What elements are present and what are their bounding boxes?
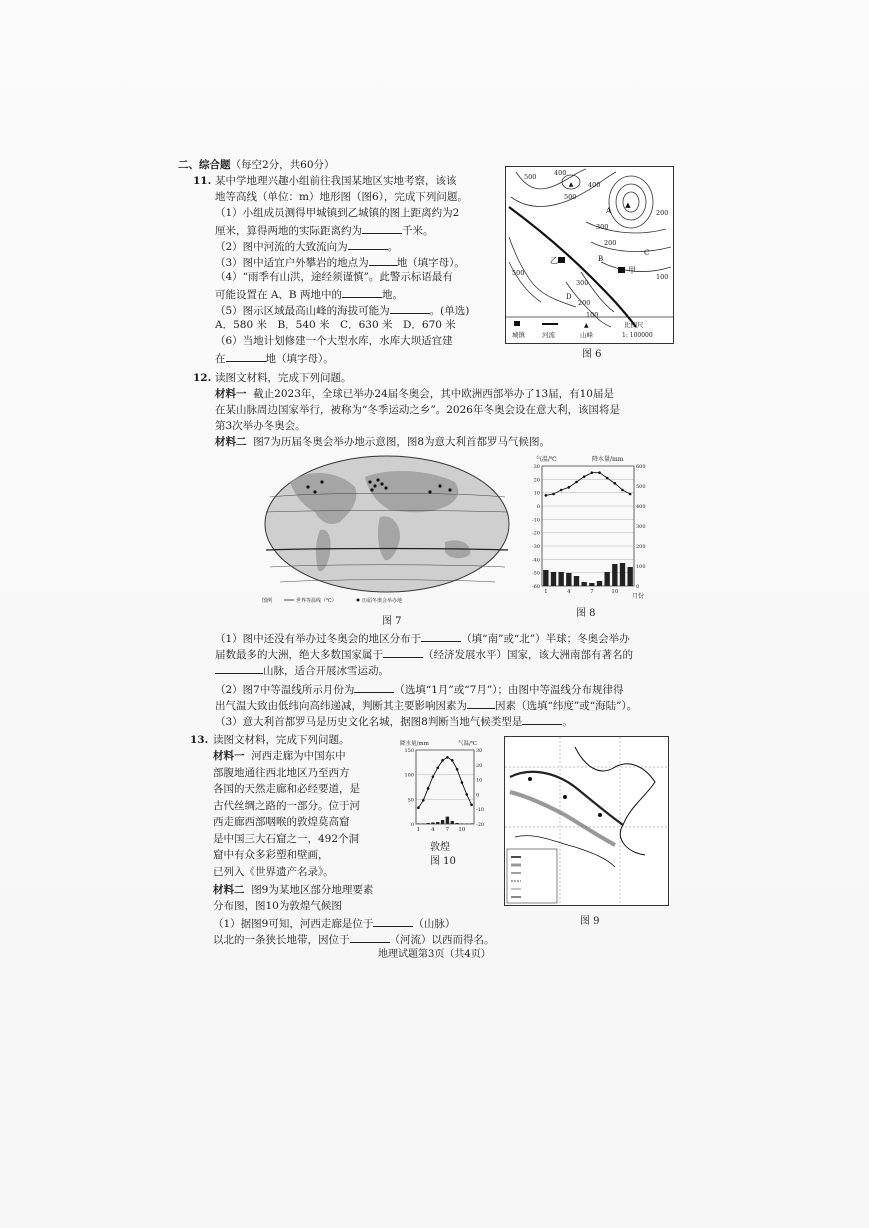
q12-sub1-a: （1）图中还没有举办过冬奥会的地区分布于 （填“南”或“北”）半球；冬奥会举办 [215, 630, 630, 646]
precip-bar [612, 564, 617, 586]
q11-intro-1: 某中学地理兴趣小组前往我国某地区实地考察，该该 [215, 175, 457, 187]
contour-label: 500 [512, 269, 525, 277]
x-tick-label: 10 [611, 589, 619, 595]
q11-sub1-a: （1）小组成员测得甲城镇到乙城镇的图上距离约为2 [215, 207, 460, 219]
y-tick-label: -30 [531, 544, 540, 550]
precip-bar [604, 572, 609, 586]
q13-intro: 读图文材料，完成下列问题。 [213, 734, 350, 746]
q12-sub2-a: （2）图7中等温线所示月份为 （选填“1月”或“7月”）；由图中等温线分布规律得 [215, 681, 623, 697]
y-tick-label: -40 [531, 557, 540, 564]
temperature-point [598, 471, 601, 474]
temperature-point [552, 493, 555, 496]
peak-icon: ▲ [568, 181, 574, 188]
contour-label: 200 [604, 239, 617, 247]
y2-tick-label: 500 [636, 484, 646, 490]
answer-blank[interactable] [350, 931, 390, 943]
contour-label: 400 [554, 169, 567, 177]
contour-label: 200 [578, 299, 591, 307]
peak-icon: ▲ [584, 322, 589, 329]
figure-7-caption: 图 7 [382, 616, 402, 627]
y-tick-label: 0 [410, 822, 414, 828]
figure-6-caption: 图 6 [582, 349, 602, 360]
plot-frame [416, 750, 474, 824]
answer-blank[interactable] [373, 915, 413, 927]
temperature-point [583, 475, 586, 478]
town-icon [618, 267, 625, 273]
contour-label: 100 [586, 311, 599, 319]
q11-sub2: （2）图中河流的大致流向为 。 [215, 238, 398, 254]
precip-bar [581, 582, 586, 586]
q13-material2-line1: 材料二 图9为某地区部分地理要素 [213, 884, 374, 896]
temperature-point [606, 477, 609, 480]
answer-blank[interactable] [362, 222, 402, 234]
figure-9-region-map [504, 736, 669, 906]
page-footer: 地理试题第3页（共4页） [378, 949, 491, 960]
contour-label: 100 [656, 273, 669, 281]
temperature-point [470, 803, 473, 806]
legend-scale-value: 1: 100000 [622, 332, 653, 339]
figure-8-caption: 图 8 [576, 608, 596, 619]
q12-material1-line2: 在某山脉周边国家举行，被称为“冬季运动之乡”。2026年冬奥会设在意大利，该国将是 [215, 404, 620, 416]
answer-blank[interactable] [342, 286, 382, 298]
q12-intro: 读图文材料，完成下列问题。 [215, 372, 352, 384]
y-tick-label: 20 [533, 477, 540, 484]
peak-icon: ▲ [625, 201, 631, 209]
fig8-ylabel-right: 降水量/mm [592, 456, 624, 463]
precip-bar [574, 576, 579, 586]
temperature-point [422, 799, 425, 802]
contour-label: 300 [596, 223, 609, 231]
figure-10-caption: 图 10 [430, 856, 456, 867]
x-tick-label: 4 [567, 589, 571, 595]
x-tick-label: 7 [445, 827, 450, 833]
figure-8-climate-chart [522, 452, 662, 600]
place-a: A [606, 207, 612, 215]
temperature-line [418, 757, 471, 807]
q11-sub6-a: （6）当地计划修建一个大型水库，水库大坝适宜建 [215, 335, 453, 347]
temperature-line [546, 473, 630, 496]
place-c: C [644, 249, 650, 257]
answer-blank[interactable] [383, 646, 423, 658]
answer-blank[interactable] [354, 681, 394, 693]
q13-sub1-a: （1）据图9可知，河西走廊是位于 （山脉） [213, 915, 455, 931]
precip-bar [558, 572, 563, 586]
precip-bar [551, 572, 556, 586]
x-tick-label: 1 [544, 589, 548, 595]
temperature-point [451, 759, 454, 762]
place-b: B [598, 255, 604, 263]
q12-number: 12. [193, 372, 212, 384]
figure-6-contour-map [505, 166, 674, 344]
q11-intro-2: 地等高线（单位：m）地形图（图6），完成下列问题。 [215, 191, 468, 203]
y-tick-label: 150 [404, 748, 414, 754]
legend-peak: 山峰 [580, 331, 593, 339]
y2-tick-label: -20 [476, 822, 485, 828]
figure-7-world-map [260, 452, 515, 604]
precip-bar [455, 823, 458, 824]
q11-sub6-b: 在 地（填字母）。 [215, 350, 334, 366]
fig7-legend-host: 历届冬奥会举办地 [362, 598, 403, 604]
fig10-ylabel-left: 降水量/mm [400, 741, 429, 747]
q12-material1-line3: 第3次举办冬奥会。 [215, 420, 306, 432]
q12-sub1-b: 届数最多的大洲，绝大多数国家属于 （经济发展水平）国家，该大洲南部有著名的 [215, 646, 633, 662]
answer-blank[interactable] [421, 630, 461, 642]
x-tick-label: 4 [431, 827, 435, 833]
y2-tick-label: 200 [636, 544, 646, 550]
y-tick-label: 100 [404, 772, 414, 779]
temperature-point [432, 775, 435, 778]
y-tick-label: -60 [531, 584, 540, 590]
y2-tick-label: 0 [636, 584, 640, 590]
precip-bar [597, 581, 602, 586]
answer-blank[interactable] [369, 254, 397, 266]
precip-bar [589, 583, 594, 586]
q13-number: 13. [190, 734, 209, 746]
temperature-point [417, 806, 420, 809]
precip-bar [426, 823, 429, 824]
y2-tick-label: 20 [476, 762, 483, 769]
precip-bar [451, 821, 454, 824]
precip-bar [627, 567, 632, 586]
legend-river: 河流 [542, 331, 555, 339]
temperature-point [621, 489, 624, 492]
place-jia: 甲 [628, 266, 636, 275]
y2-tick-label: 300 [636, 524, 646, 530]
y-tick-label: -50 [531, 570, 540, 577]
contour-label: 500 [524, 173, 537, 181]
q12-material1-line1: 材料一 截止2023年，全球已举办24届冬奥会，其中欧洲西部举办了13届，有10届是 [215, 388, 614, 400]
q12-sub2-b: 出气温大致由低纬向高纬递减，判断其主要影响因素为 因素（选填“纬度”或“海陆”）。 [215, 697, 637, 713]
x-tick-label: 10 [458, 827, 466, 833]
temperature-point [461, 781, 464, 784]
y-tick-label: -20 [531, 530, 540, 537]
x-tick-label: 7 [590, 589, 594, 595]
fig7-legend-title: 图例 [262, 598, 273, 604]
y-tick-label: 30 [533, 464, 540, 470]
y2-tick-label: 400 [636, 504, 646, 510]
q13-material2-line2: 分布图，图10为敦煌气候图 [213, 900, 342, 912]
y2-tick-label: 600 [636, 464, 646, 470]
q12-material2: 材料二 图7为历届冬奥会举办地示意图，图8为意大利首都罗马气候图。 [215, 436, 551, 448]
temperature-point [568, 486, 571, 489]
answer-blank[interactable] [467, 697, 495, 709]
precip-bar [446, 817, 449, 824]
temperature-point [436, 766, 439, 769]
q12-sub3: （3）意大利首都罗马是历史文化名城，据图8判断当地气候类型是 。 [215, 713, 573, 729]
q12-sub1-c: 山脉，适合开展冰雪运动。 [215, 662, 389, 678]
temperature-point [465, 793, 468, 796]
precip-bar [436, 822, 439, 824]
y2-tick-label: 30 [476, 748, 483, 754]
q11-sub4-b: 可能设置在 A、B 两地中的 地。 [215, 286, 403, 302]
q13-material1: 材料一 河西走廊为中国东中 部腹地通往西北地区乃至西方 各国的天然走廊和必经要道，是 古代丝绸之路的一部分。位于河 西走廊西部咽喉的敦煌莫高窟 是中国三大石窟之一，492个洞 窟中有众多彩塑和壁画， 已列入《世界遗产名录》。 [213, 750, 360, 878]
q13-sub1-b: 以北的一条狭长地带，因位于 （河流）以西而得名。 [213, 931, 495, 947]
q11-sub4-a: （4）“雨季有山洪，途经须谨慎”。此警示标语最有 [215, 271, 453, 283]
fig8-xlabel: 月份 [632, 593, 645, 600]
fig8-ylabel-left: 气温/℃ [536, 456, 557, 463]
precip-bar [566, 573, 571, 586]
section-title: 二、综合题（每空2分，共60分） [178, 159, 335, 171]
legend-scale-label: 比例尺 [624, 321, 644, 329]
q11-sub1-b: 厘米，算得两地的实际距离约为 千米。 [215, 222, 434, 238]
temperature-point [629, 493, 632, 496]
answer-blank[interactable] [522, 713, 562, 725]
y-tick-label: -10 [531, 517, 540, 524]
x-tick-label: 1 [416, 827, 421, 833]
temperature-point [446, 756, 449, 759]
y2-tick-label: 0 [476, 792, 480, 799]
q11-options: A．580 米 B．540 米 C．630 米 D．670 米 [215, 319, 456, 331]
temperature-point [427, 787, 430, 790]
figure-9-caption: 图 9 [580, 916, 600, 927]
y2-tick-label: 100 [636, 564, 646, 570]
y2-tick-label: 10 [476, 777, 483, 784]
figure-10-climate-chart [396, 738, 496, 838]
place-d: D [566, 293, 572, 301]
fig10-ylabel-right: 气温/℃ [458, 741, 478, 747]
y-tick-label: 0 [536, 504, 540, 510]
figure-10-city: 敦煌 [430, 842, 450, 853]
temperature-point [575, 481, 578, 484]
precip-bar [431, 823, 434, 824]
y-tick-label: 10 [533, 490, 540, 497]
fig7-legend-isotherm: 世界等温线（℃） [296, 598, 337, 604]
temperature-point [560, 489, 563, 492]
temperature-point [545, 494, 548, 497]
q11-number: 11. [193, 175, 212, 187]
contour-label: 500 [564, 193, 577, 201]
y-tick-label: 50 [407, 797, 414, 804]
contour-label: 400 [588, 181, 601, 189]
q11-sub3: （3）图中适宜户外攀岩的地点为 地（填字母）。 [215, 254, 465, 270]
precip-bar [543, 570, 548, 586]
temperature-point [591, 471, 594, 474]
contour-label: 300 [576, 279, 589, 287]
answer-blank[interactable] [215, 662, 263, 674]
temperature-point [614, 482, 617, 485]
temperature-point [456, 768, 459, 771]
y2-tick-label: -10 [476, 807, 485, 814]
place-yi: 乙 [550, 256, 558, 265]
town-icon [558, 257, 565, 263]
answer-blank[interactable] [348, 238, 388, 250]
answer-blank[interactable] [226, 350, 266, 362]
legend-town: 城镇 [512, 331, 525, 339]
precip-bar [441, 820, 444, 824]
q11-sub5: （5）图示区域最高山峰的海拔可能为 。(单选) [215, 302, 469, 318]
precip-bar [620, 563, 625, 586]
contour-label: 200 [656, 209, 669, 217]
town-icon [514, 321, 520, 326]
temperature-point [441, 759, 444, 762]
answer-blank[interactable] [390, 302, 430, 314]
